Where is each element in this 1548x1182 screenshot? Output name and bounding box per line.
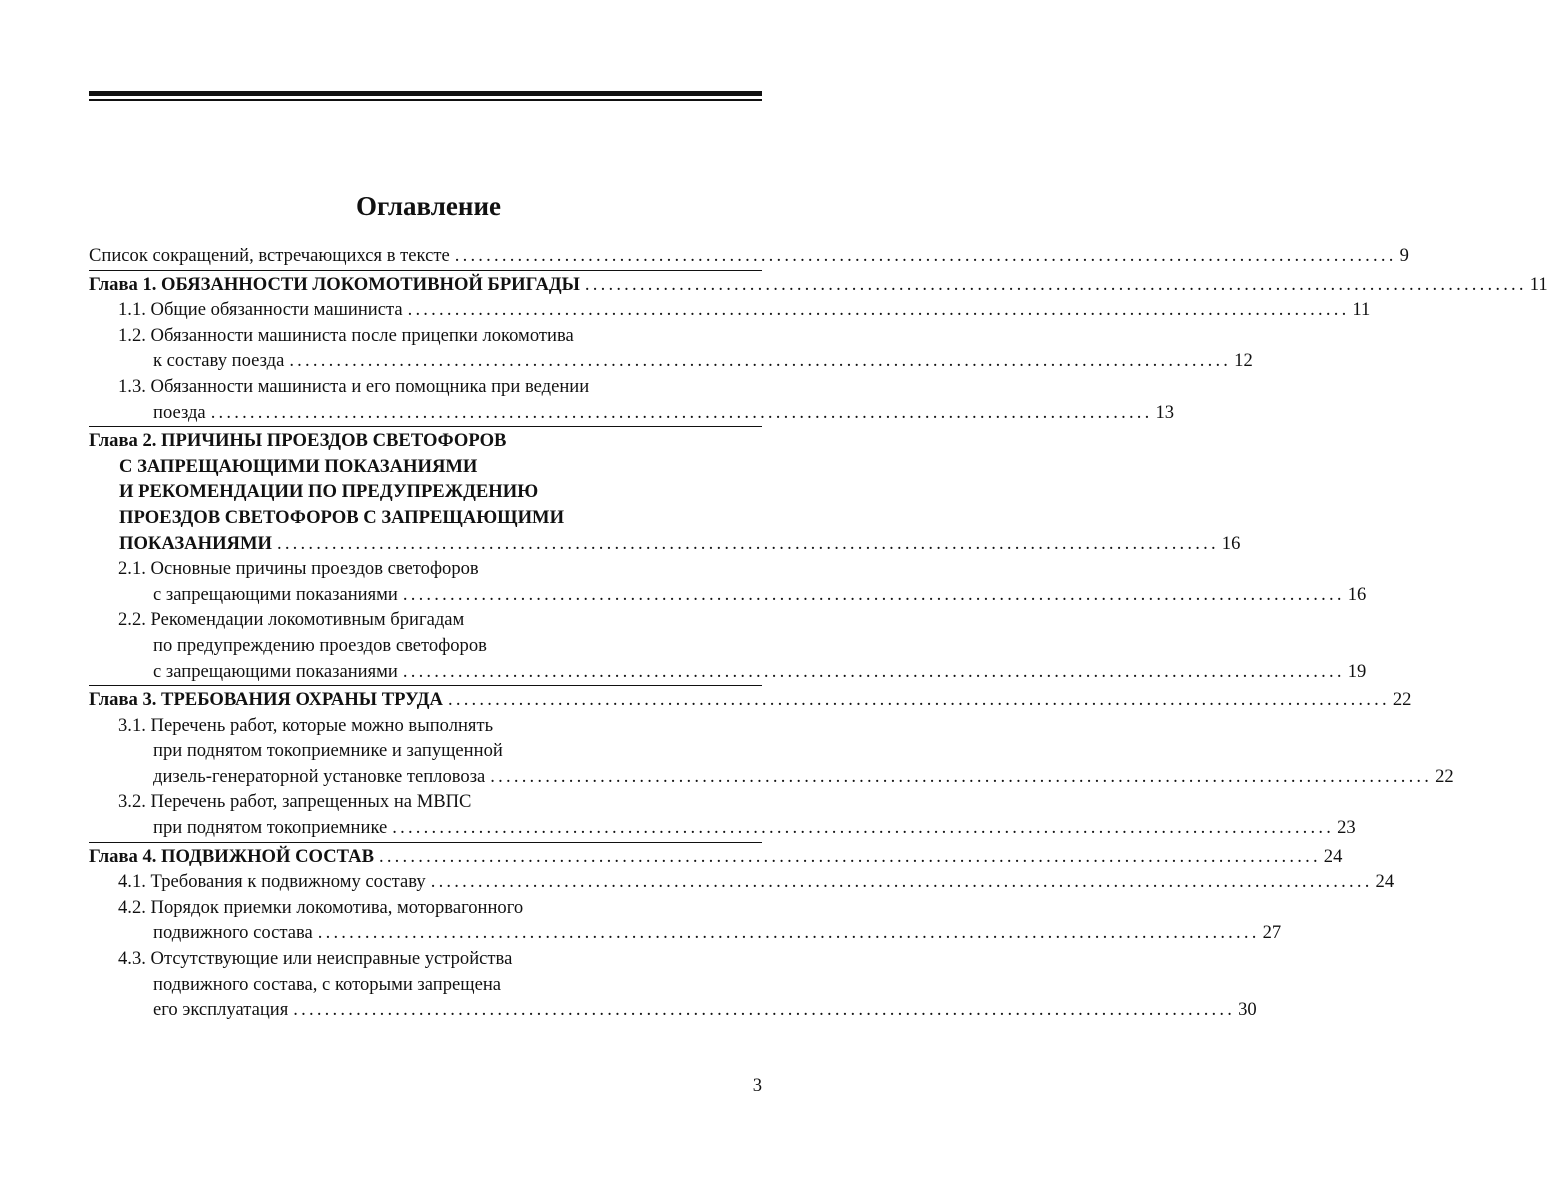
toc-page-number: 19 (1347, 660, 1367, 682)
dot-leader: ........................................................................................................................ (317, 922, 1260, 944)
toc-entry-last-line (89, 582, 1367, 608)
toc-page-number: 30 (1238, 999, 1257, 1021)
toc-page-number: 22 (1435, 765, 1454, 787)
toc-section-entry[interactable] (89, 713, 1454, 790)
table-of-contents (89, 243, 1548, 1023)
toc-section-entry[interactable] (89, 323, 1253, 374)
dot-leader: ........................................................................................................................ (210, 401, 1153, 423)
dot-leader: ........................................................................................................................ (276, 532, 1219, 554)
toc-entry-last-line (89, 243, 1409, 269)
toc-page-number: 16 (1221, 532, 1241, 554)
toc-entry-last-line (89, 297, 1371, 323)
toc-entry-text: дизель-генераторной установке тепловоза (153, 765, 486, 787)
toc-entry-text: 1.2. Обязанности машиниста после прицепки локомотива (118, 324, 574, 346)
toc-section-entry[interactable] (89, 607, 1367, 684)
toc-page-number: 27 (1262, 922, 1282, 944)
toc-entry-text: Глава 4. ПОДВИЖНОЙ СОСТАВ (89, 845, 374, 867)
dot-leader: ........................................................................................................................ (448, 689, 1390, 711)
toc-entry-text: ПРОЕЗДОВ СВЕТОФОРОВ С ЗАПРЕЩАЮЩИМИ (119, 506, 565, 528)
toc-entry-text: его эксплуатация (153, 999, 289, 1021)
toc-page-number: 16 (1347, 583, 1367, 605)
toc-entry-last-line (89, 815, 1356, 841)
dot-leader: ........................................................................................................................ (402, 583, 1345, 605)
toc-entry-text: к составу поезда (153, 350, 285, 372)
toc-page-number: 9 (1399, 245, 1409, 266)
toc-entry-text: подвижного состава, с которыми запрещена (153, 973, 502, 995)
header-rule-thin (89, 99, 762, 101)
page-number: 3 (752, 1075, 762, 1096)
dot-leader: ........................................................................................................................ (289, 350, 1232, 372)
toc-entry-text: Список сокращений, встречающихся в тексте (89, 245, 450, 266)
toc-entry-text: 1.3. Обязанности машиниста и его помощника при ведении (118, 375, 590, 397)
dot-leader: ........................................................................................................................ (392, 817, 1335, 839)
toc-entry-text: Глава 2. ПРИЧИНЫ ПРОЕЗДОВ СВЕТОФОРОВ (89, 430, 507, 452)
toc-entry-text: 3.2. Перечень работ, запрещенных на МВПС (118, 791, 472, 813)
toc-section-entry[interactable] (89, 556, 1367, 607)
toc-entry-last-line (89, 687, 1412, 713)
toc-entry-last-line (89, 764, 1454, 790)
toc-entry-text: 3.1. Перечень работ, которые можно выполнять (118, 714, 494, 736)
dot-leader: ........................................................................................................................ (430, 871, 1373, 893)
toc-page-number: 23 (1337, 817, 1356, 839)
toc-entry-text: при поднятом токоприемнике (153, 817, 388, 839)
toc-entry-text: С ЗАПРЕЩАЮЩИМИ ПОКАЗАНИЯМИ (119, 455, 478, 477)
toc-entry-text: с запрещающими показаниями (153, 660, 398, 682)
dot-leader: ........................................................................................................................ (378, 845, 1321, 867)
toc-entry-last-line (89, 272, 1548, 298)
toc-entry-text: по предупреждению проездов светофоров (153, 634, 487, 656)
toc-page-number: 11 (1352, 299, 1371, 321)
toc-chapter-entry[interactable] (89, 842, 1343, 870)
toc-entry-last-line (89, 348, 1253, 374)
toc-entry-text: 4.3. Отсутствующие или неисправные устройства (118, 948, 513, 970)
toc-entry-text: 1.1. Общие обязанности машиниста (118, 299, 403, 321)
toc-entry-last-line (89, 920, 1282, 946)
toc-page-number: 11 (1529, 273, 1548, 295)
toc-section-entry[interactable] (89, 869, 1395, 895)
toc-entry-text: Глава 1. ОБЯЗАННОСТИ ЛОКОМОТИВНОЙ БРИГАДЫ (89, 273, 580, 295)
toc-section-entry[interactable] (89, 895, 1282, 946)
toc-section-entry[interactable] (89, 297, 1371, 323)
page-title: Оглавление (356, 191, 501, 221)
toc-section-entry[interactable] (89, 946, 1257, 1023)
toc-chapter-entry[interactable] (89, 426, 1241, 556)
toc-entry-text: 2.2. Рекомендации локомотивным бригадам (118, 609, 465, 631)
toc-entry-text: ПОКАЗАНИЯМИ (119, 532, 272, 554)
toc-page-number: 13 (1155, 401, 1175, 423)
toc-entry-last-line (89, 997, 1257, 1023)
toc-page-number: 24 (1375, 871, 1395, 893)
toc-entry-text: с запрещающими показаниями (153, 583, 398, 605)
toc-chapter-entry[interactable] (89, 270, 1548, 298)
toc-entry-text: 4.1. Требования к подвижному составу (118, 871, 426, 893)
toc-entry-text: 4.2. Порядок приемки локомотива, моторвагонного (118, 896, 524, 918)
toc-entry-text: подвижного состава (153, 922, 313, 944)
dot-leader: ........................................................................................................................ (490, 765, 1433, 787)
dot-leader: ........................................................................................................................ (454, 245, 1397, 266)
toc-entry-text: поезда (153, 401, 206, 423)
toc-entry-text: И РЕКОМЕНДАЦИИ ПО ПРЕДУПРЕЖДЕНИЮ (119, 481, 539, 503)
toc-entry-last-line (89, 869, 1395, 895)
toc-section-entry[interactable] (89, 374, 1175, 425)
toc-entry-last-line (89, 400, 1175, 426)
toc-chapter-entry[interactable] (89, 685, 1412, 713)
toc-entry-text: Глава 3. ТРЕБОВАНИЯ ОХРАНЫ ТРУДА (89, 689, 443, 711)
toc-section-entry[interactable] (89, 789, 1356, 840)
toc-entry-last-line (89, 659, 1367, 685)
toc-page-number: 24 (1323, 845, 1343, 867)
toc-entry[interactable] (89, 243, 1409, 269)
header-rule-thick (89, 91, 762, 96)
dot-leader: ........................................................................................................................ (402, 660, 1345, 682)
toc-page-number: 22 (1392, 689, 1412, 711)
toc-entry-text: 2.1. Основные причины проездов светофоров (118, 558, 479, 580)
toc-entry-last-line (89, 531, 1241, 557)
toc-entry-text: при поднятом токоприемнике и запущенной (153, 740, 503, 762)
dot-leader: ........................................................................................................................ (293, 999, 1236, 1021)
toc-entry-last-line (89, 844, 1343, 870)
dot-leader: ........................................................................................................................ (584, 273, 1527, 295)
dot-leader: ........................................................................................................................ (407, 299, 1350, 321)
toc-page-number: 12 (1234, 350, 1253, 372)
